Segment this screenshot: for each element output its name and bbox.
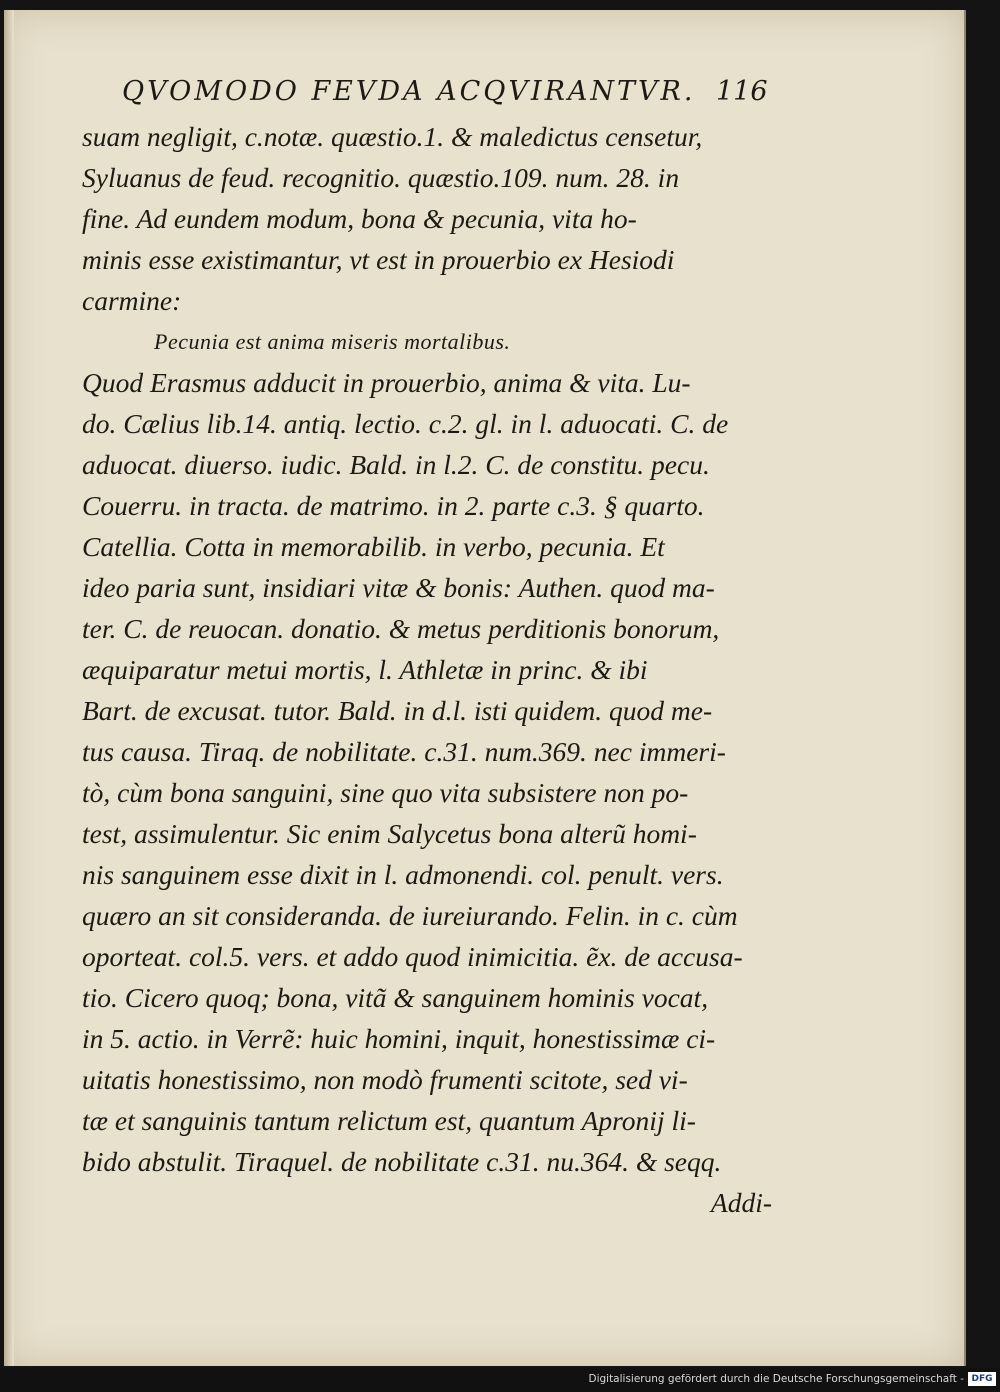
text-line: Quod Erasmus adducit in prouerbio, anima & vita. Lu- [82,367,691,398]
text-line: bido abstulit. Tiraquel. de nobilitate c.31. nu.364. & seqq. [82,1146,722,1177]
text-line: uitatis honestissimo, non modò frumenti scitote, sed vi- [82,1064,688,1095]
text-line: nis sanguinem esse dixit in l. admonendi. col. penult. vers. [82,859,724,890]
funding-credit: Digitalisierung gefördert durch die Deutsche Forschungsgemeinschaft - [588,1373,964,1385]
text-line: Bart. de excusat. tutor. Bald. in d.l. isti quidem. quod me- [82,695,713,726]
text-line: aduocat. diuerso. iudic. Bald. in l.2. C. de constitu. pecu. [82,449,710,480]
running-head: QVOMODO FEVDA ACQVIRANTVR. [122,76,696,107]
text-line: carmine: [82,285,182,316]
text-line: minis esse existimantur, vt est in prouerbio ex Hesiodi [82,244,675,275]
footer-bar [0,1368,1000,1392]
catchword: Addi- [710,1187,772,1218]
text-line: do. Cælius lib.14. antiq. lectio. c.2. gl. in l. aduocati. C. de [82,408,729,439]
text-line: quæro an sit consideranda. de iureiurando. Felin. in c. cùm [82,900,738,931]
book-page [4,10,966,1366]
text-line: æquiparatur metui mortis, l. Athletæ in princ. & ibi [82,654,648,685]
text-line: suam negligit, c.notæ. quæstio.1. & maledictus censetur, [82,121,703,152]
text-line: fine. Ad eundem modum, bona & pecunia, vita ho- [82,203,637,234]
verse-quotation: Pecunia est anima miseris mortalibus. [154,329,511,354]
text-line: test, assimulentur. Sic enim Salycetus bona alterũ homi- [82,818,697,849]
text-line: tus causa. Tiraq. de nobilitate. c.31. num.369. nec immeri- [82,736,726,767]
text-line: Syluanus de feud. recognitio. quæstio.109. num. 28. in [82,162,680,193]
text-line: ideo paria sunt, insidiari vitæ & bonis: Authen. quod ma- [82,572,715,603]
text-line: tio. Cicero quoq; bona, vitã & sanguinem hominis vocat, [82,982,709,1013]
page-number: 116 [716,76,768,107]
text-line: in 5. actio. in Verrẽ: huic homini, inquit, honestissimæ ci- [82,1023,716,1054]
text-line: oporteat. col.5. vers. et addo quod inimicitia. ẽx. de accusa- [82,941,743,972]
text-line: Couerru. in tracta. de matrimo. in 2. parte c.3. § quarto. [82,490,705,521]
body-text [82,116,772,1223]
dfg-logo: DFG [968,1372,996,1386]
text-line: ter. C. de reuocan. donatio. & metus perditionis bonorum, [82,613,720,644]
text-line: tò, cùm bona sanguini, sine quo vita subsistere non po- [82,777,689,808]
text-line: tæ et sanguinis tantum relictum est, quantum Apronij li- [82,1105,696,1136]
page-gutter-shadow [4,10,14,1366]
text-line: Catellia. Cotta in memorabilib. in verbo, pecunia. Et [82,531,665,562]
